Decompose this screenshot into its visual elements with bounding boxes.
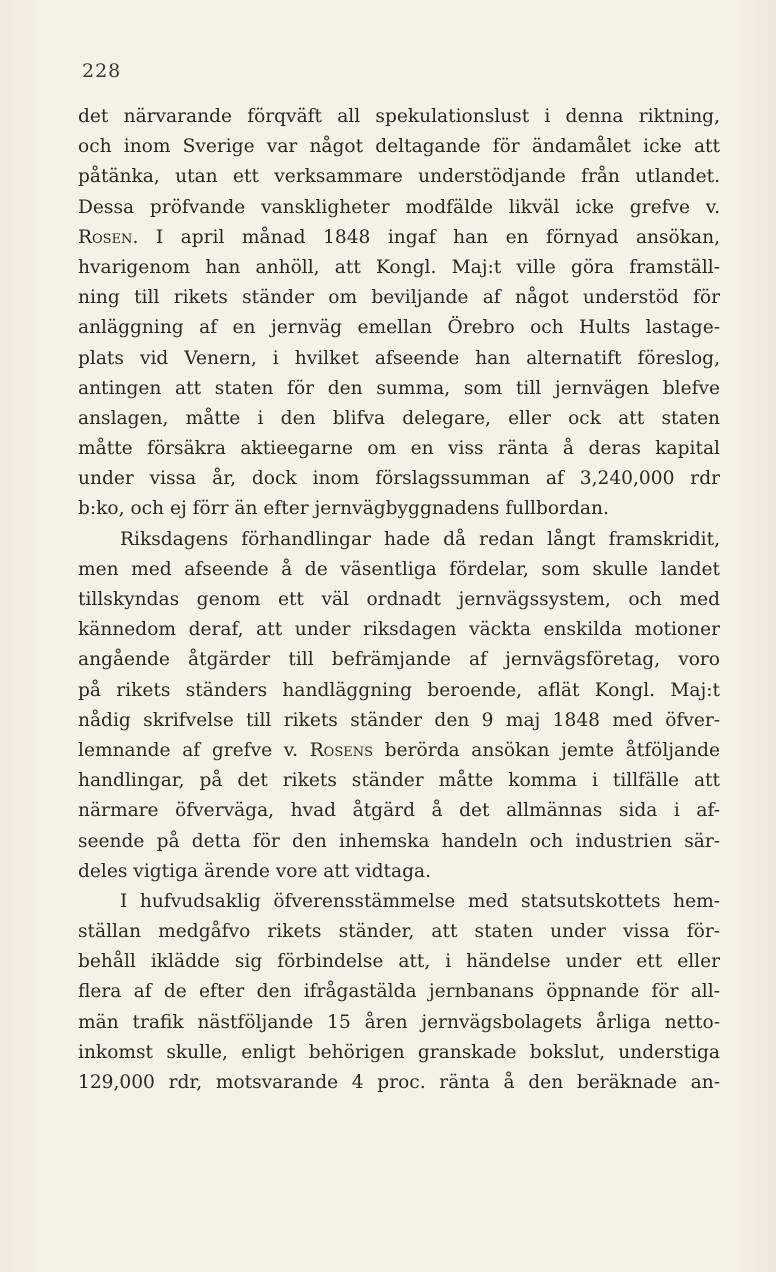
text-line: och inom Sverige var något deltagande för ändamålet icke att <box>78 136 720 158</box>
text-line: anslagen, måtte i den blifva delegare, eller ock att staten <box>78 407 720 429</box>
text-line: lemnande af grefve v. Rosens berörda ansökan jemte åtföljande <box>78 739 720 761</box>
text-line: ställan medgåfvo rikets ständer, att staten under vissa för- <box>78 921 720 943</box>
text-line: seende på detta för den inhemska handeln och industrien sär- <box>78 830 720 852</box>
text-line: 129,000 rdr, motsvarande 4 proc. ränta å den beräknade an- <box>78 1072 720 1093</box>
text-line: behåll ikläddе sig förbindelse att, i händelse under ett eller <box>78 951 720 973</box>
small-caps-name: Rosen <box>78 226 133 248</box>
text-line: deles vigtiga ärende vore att vidtaga. <box>78 860 431 882</box>
text-line: på rikets ständers handläggning beroende, aflät Kongl. Maj:t <box>78 679 720 701</box>
text-line: under vissa år, dock inom förslagssumman af 3,240,000 rdr <box>78 468 720 490</box>
text-line: plats vid Venern, i hvilket afseende han alternatift föreslog, <box>78 347 720 369</box>
text-line: Dessa pröfvande vanskligheter modfälde likväl icke grefve v. <box>78 196 720 218</box>
text-line: flera af de efter den ifrågastälda jernbanans öppnande för all- <box>78 981 720 1003</box>
page-number: 228 <box>82 60 122 82</box>
text-line: Riksdagens förhandlingar hade då redan långt framskridit, <box>120 528 720 550</box>
text-line: tillskyndas genom ett väl ordnadt jernvägssystem, och med <box>78 589 720 610</box>
text-line: påtänka, utan ett verksammare understödjande från utlandet. <box>78 166 720 188</box>
text-line: ning till rikets ständer om beviljande af något understöd för <box>78 287 720 309</box>
text-line: men med afseende å de väsentliga fördelar, som skulle landet <box>78 558 720 580</box>
text-line: handlingar, på det rikets ständer måtte komma i tillfälle att <box>78 770 720 792</box>
body-text <box>78 102 720 1098</box>
text-line: antingen att staten för den summa, som till jernvägen blefve <box>78 377 720 399</box>
text-line: kännedom deraf, att under riksdagen väckta enskilda motioner <box>78 619 720 641</box>
text-line: angående åtgärder till befrämjande af jernvägsföretag, voro <box>78 649 720 671</box>
text-line: b:ko, och ej förr än efter jernvägbyggnadens fullbordan. <box>78 498 609 520</box>
text-line: Rosen. I april månad 1848 ingaf han en förnyad ansökan, <box>78 226 720 248</box>
text-line: det närvarande förqväft all spekulationslust i denna riktning, <box>78 106 720 127</box>
text-line: anläggning af en jernväg emellan Örebro och Hults lastage- <box>78 317 720 339</box>
text-line: hvarigenom han anhöll, att Kongl. Maj:t ville göra framställ- <box>78 256 720 278</box>
small-caps-name: Rosens <box>309 739 374 761</box>
text-line: inkomst skulle, enligt behörigen granskade bokslut, understiga <box>78 1041 720 1063</box>
text-line: måtte försäkra aktieegarne om en viss ränta å deras kapital <box>78 438 720 460</box>
text-line: närmare öfverväga, hvad åtgärd å det allmännas sida i af- <box>78 800 720 822</box>
text-line: I hufvudsaklig öfverensstämmelse med statsutskottets hem- <box>120 890 720 912</box>
text-line: nådig skrifvelse till rikets ständer den 9 maj 1848 med öfver- <box>78 709 720 731</box>
text-line: män trafik nästföljande 15 åren jernvägsbolagets årliga netto- <box>78 1011 720 1033</box>
